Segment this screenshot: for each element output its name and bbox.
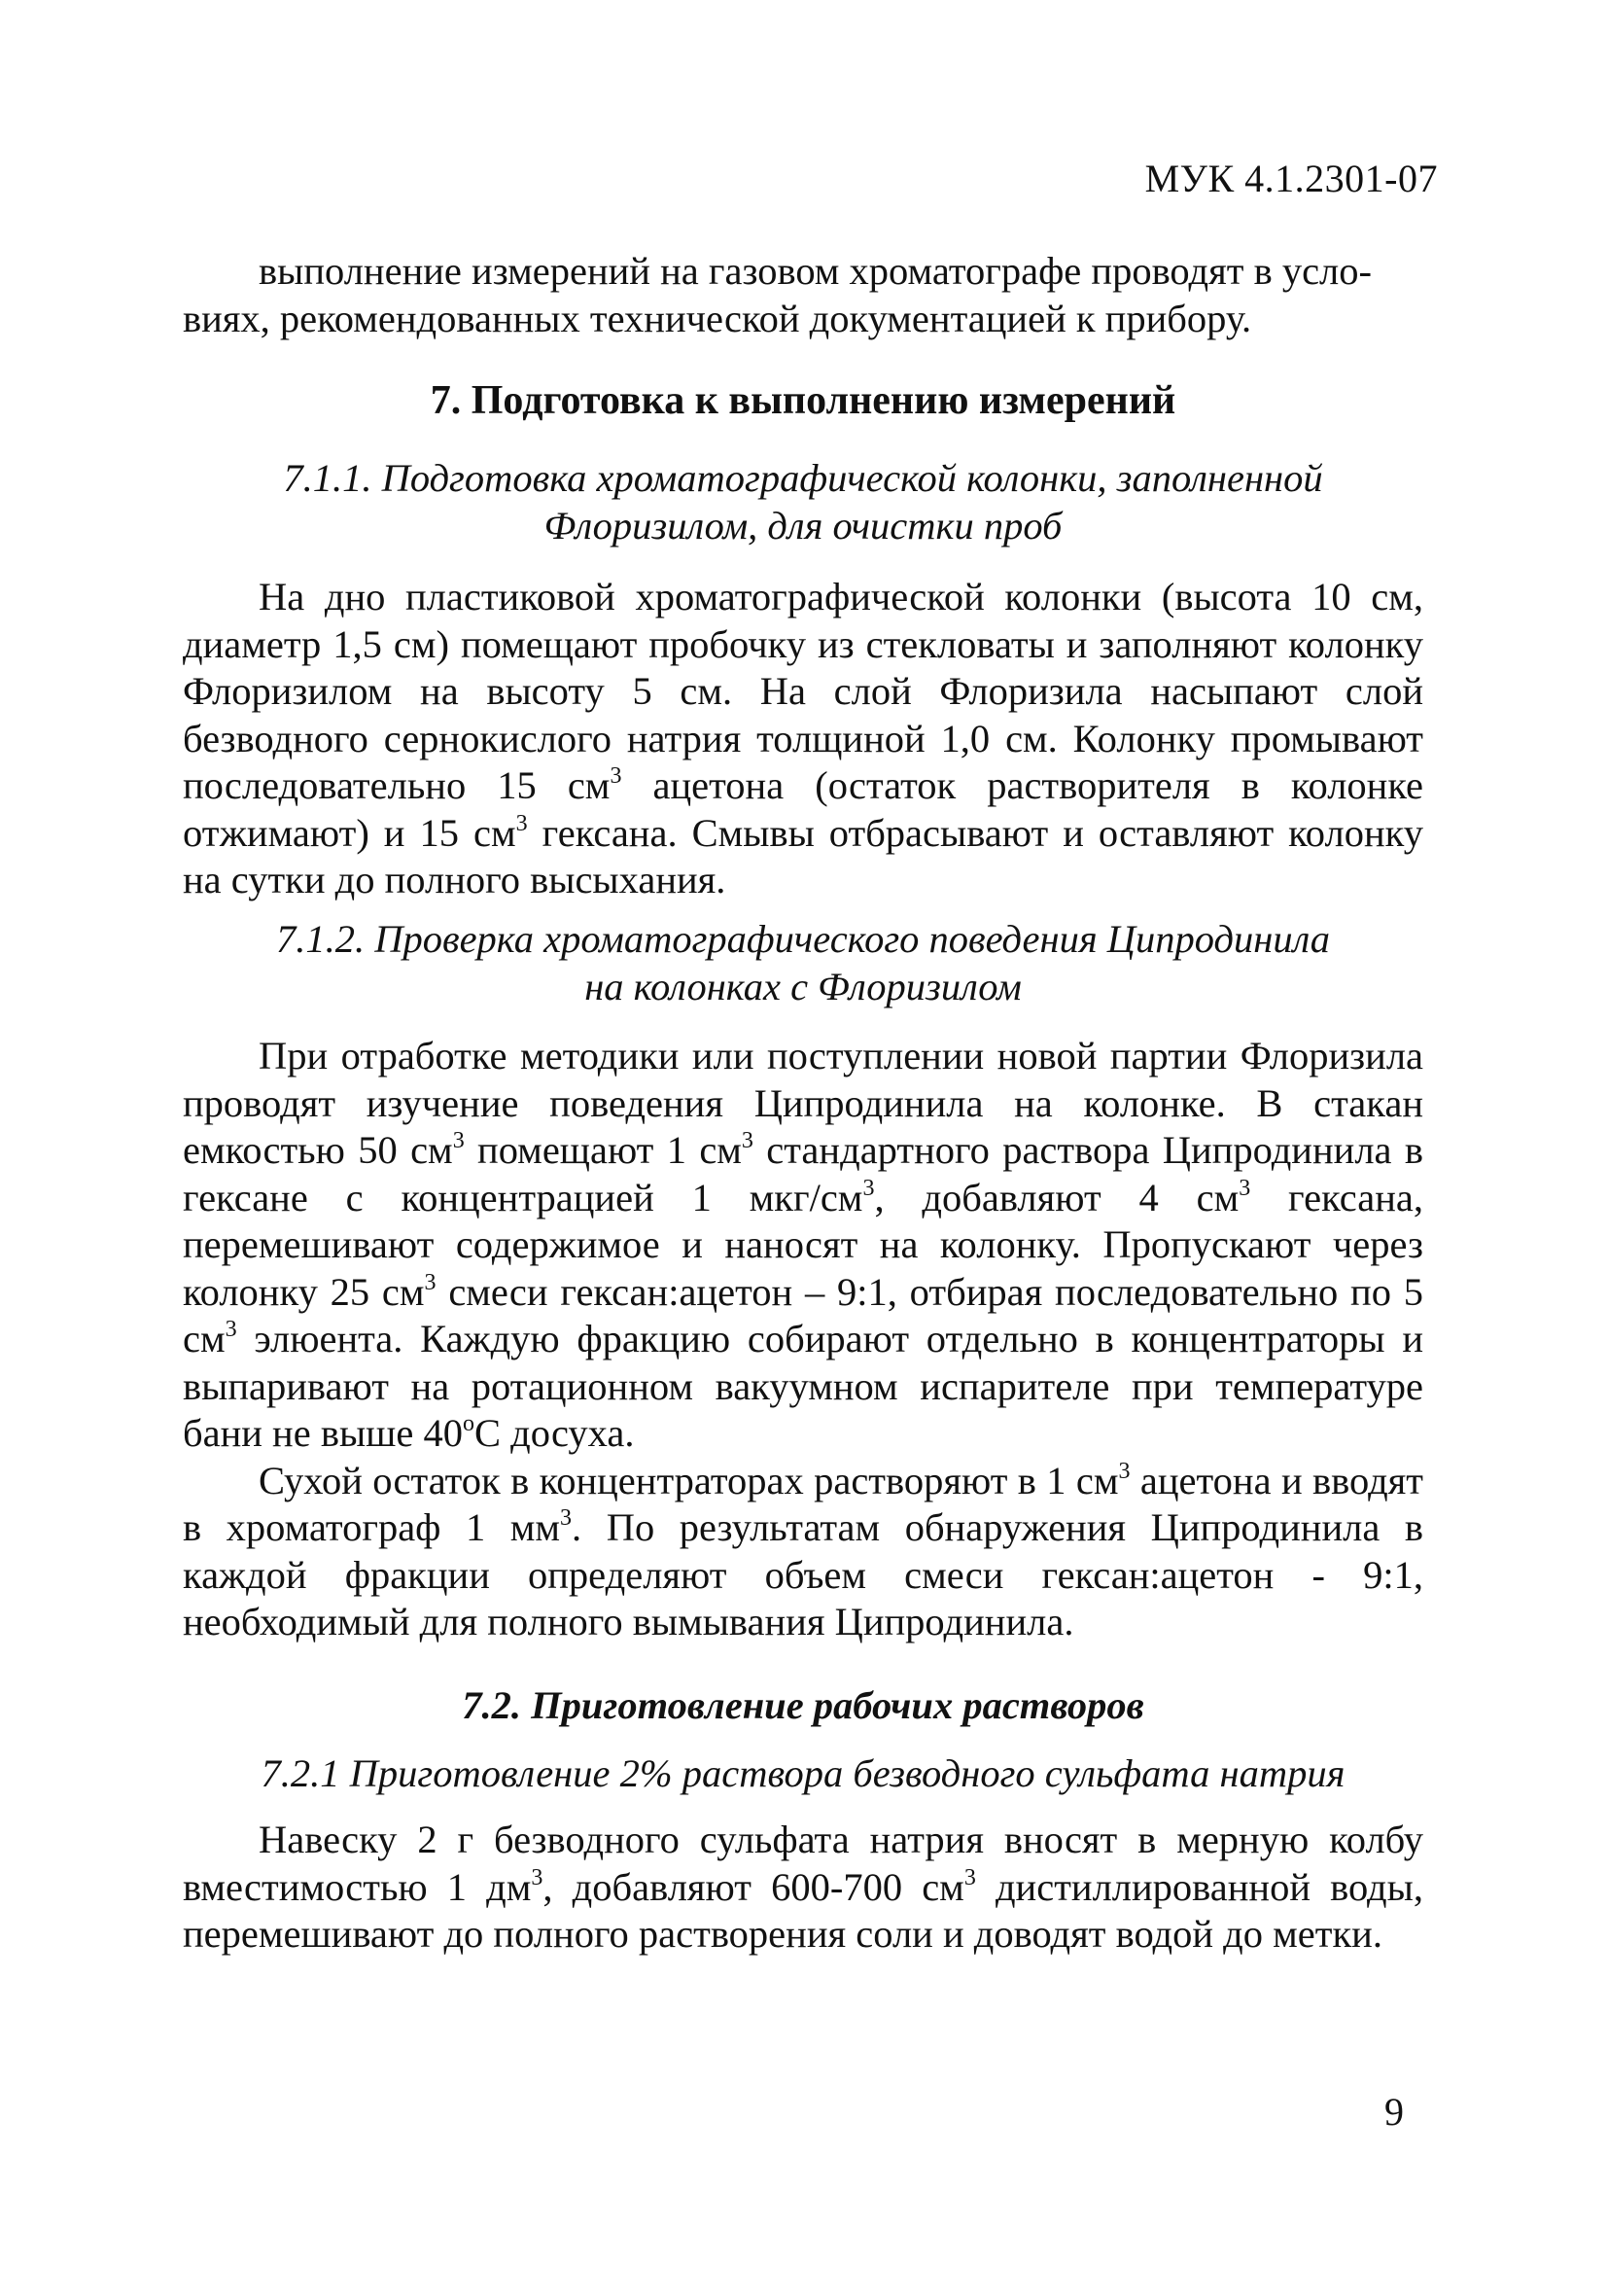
page-number: 9 <box>1384 2090 1404 2134</box>
section-711-paragraph <box>183 574 1423 904</box>
intro-paragraph <box>183 248 1423 342</box>
section-711-heading-line-1: 7.1.1. Подготовка хроматографической колонки, заполненной <box>283 456 1323 500</box>
section-72-heading: 7.2. Приготовление рабочих растворов <box>462 1683 1144 1727</box>
section-712-heading-line-2: на колонках с Флоризилом <box>584 964 1022 1008</box>
section-721-heading: 7.2.1 Приготовление 2% раствора безводного сульфата натрия <box>261 1751 1346 1795</box>
intro-line-1: выполнение измерений на газовом хроматографе проводят в усло- <box>259 249 1372 293</box>
section-711-text: На дно пластиковой хроматографической колонки (высота 10 см, диаметр 1,5 см) помещают пробочку из стекловаты и заполняют колонку Флоризилом на высоту 5 см. На слой Флоризила насыпают слой безводного сернокислого натрия толщиной 1,0 см. Колонку промывают последовательно 15 $см^3$ ацетона (остаток растворителя в колонке отжимают) и 15 $см^3$ гексана. Смывы отбрасывают и оставляют колонку на сутки до полного высыхания. <box>183 575 1424 901</box>
section-711-heading <box>183 455 1423 549</box>
section-712-text-2: Сухой остаток в концентраторах растворяют в 1 $см^3$ ацетона и вводят в хроматограф 1 $мм^3$. По результатам обнаружения Ципродинила в каждой фракции определяют объем смеси гексан:ацетон - 9:1, необходимый для полного вымывания Ципродинила. <box>183 1458 1423 1643</box>
section-712-heading-line-1: 7.1.2. Проверка хроматографического поведения Ципродинила <box>275 917 1330 961</box>
document-code: МУК 4.1.2301-07 <box>1144 157 1438 200</box>
section-721-text: Навеску 2 г безводного сульфата натрия вносят в мерную колбу вместимостью 1 $дм^3$, добавляют 600-700 $см^3$ дистиллированной воды, перемешивают до полного растворения соли и доводят водой до метки. <box>183 1818 1423 1956</box>
section-712-heading <box>183 916 1423 1010</box>
section-712-paragraphs <box>183 1033 1423 1646</box>
section-7-heading: 7. Подготовка к выполнению измерений <box>430 378 1176 423</box>
section-712-text-1: При отработке методики или поступлении новой партии Флоризила проводят изучение поведения Ципродинила на колонке. В стакан емкостью 50 $см^3$ помещают 1 $см^3$ стандартного раствора Ципродинила в гексане с концентрацией 1 мкг/$см^3$, добавляют 4 $см^3$ гексана, перемешивают содержимое и наносят на колонку. Пропускают через колонку 25 $см^3$ смеси гексан:ацетон – 9:1, отбирая последовательно по 5 $см^3$ элюента. Каждую фракцию собирают отдельно в концентраторы и выпаривают на ротационном вакуумном испарителе при температуре бани не выше $40^оС$ досуха. <box>183 1034 1424 1455</box>
section-711-heading-line-2: Флоризилом, для очистки проб <box>543 503 1063 548</box>
section-721-paragraph <box>183 1817 1423 1959</box>
intro-line-2: виях, рекомендованных технической документацией к прибору. <box>183 296 1252 340</box>
